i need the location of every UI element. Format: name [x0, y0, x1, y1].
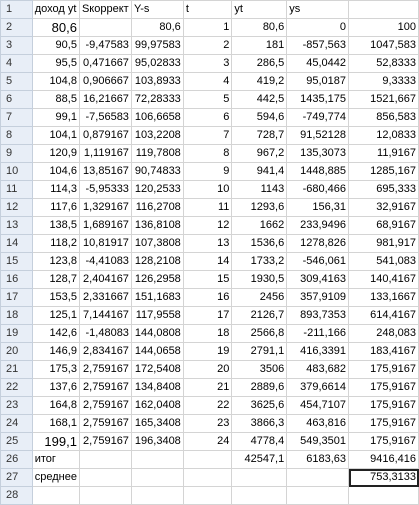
cell[interactable]: 164,8: [32, 397, 79, 415]
row-header[interactable]: 9: [1, 145, 33, 163]
cell[interactable]: 181: [232, 37, 287, 55]
cell[interactable]: 11,9167: [349, 145, 419, 163]
cell[interactable]: 454,7107: [287, 397, 349, 415]
table-row: [1, 343, 419, 361]
cell[interactable]: 8: [183, 145, 232, 163]
table-row: [1, 163, 419, 181]
cell[interactable]: 1285,167: [349, 163, 419, 181]
row-header[interactable]: 1: [1, 1, 33, 19]
cell[interactable]: 2,331667: [79, 289, 131, 307]
cell[interactable]: [79, 19, 131, 37]
table-row: [1, 109, 419, 127]
cell[interactable]: 1,689167: [79, 217, 131, 235]
cell[interactable]: [79, 487, 131, 505]
cell[interactable]: 981,917: [349, 235, 419, 253]
cell[interactable]: [131, 487, 183, 505]
cell[interactable]: 133,1667: [349, 289, 419, 307]
cell[interactable]: 1733,2: [232, 253, 287, 271]
cell[interactable]: [183, 469, 232, 487]
cell[interactable]: 357,9109: [287, 289, 349, 307]
table-row: [1, 325, 419, 343]
cell[interactable]: 144,0658: [131, 343, 183, 361]
table-row: [1, 397, 419, 415]
cell[interactable]: [79, 469, 131, 487]
row-header[interactable]: 19: [1, 325, 33, 343]
cell[interactable]: 419,2: [232, 73, 287, 91]
cell[interactable]: 1143: [232, 181, 287, 199]
cell[interactable]: 120,2533: [131, 181, 183, 199]
cell[interactable]: yt: [232, 1, 287, 19]
cell[interactable]: 116,2708: [131, 199, 183, 217]
cell[interactable]: 117,9558: [131, 307, 183, 325]
cell[interactable]: 175,9167: [349, 361, 419, 379]
cell[interactable]: 6: [183, 109, 232, 127]
cell[interactable]: 146,9: [32, 343, 79, 361]
cell[interactable]: 175,9167: [349, 433, 419, 451]
cell[interactable]: [349, 487, 419, 505]
cell[interactable]: Y-s: [131, 1, 183, 19]
cell[interactable]: 10,81917: [79, 235, 131, 253]
cell[interactable]: 16: [183, 289, 232, 307]
cell[interactable]: 483,682: [287, 361, 349, 379]
cell[interactable]: 14: [183, 253, 232, 271]
cell[interactable]: 72,28333: [131, 91, 183, 109]
cell[interactable]: 9,3333: [349, 73, 419, 91]
cell[interactable]: 123,8: [32, 253, 79, 271]
cell[interactable]: 162,0408: [131, 397, 183, 415]
cell[interactable]: -211,166: [287, 325, 349, 343]
cell[interactable]: 1,329167: [79, 199, 131, 217]
cell[interactable]: -749,774: [287, 109, 349, 127]
row-header[interactable]: 17: [1, 289, 33, 307]
table-row: [1, 181, 419, 199]
cell[interactable]: 2889,6: [232, 379, 287, 397]
cell[interactable]: [232, 469, 287, 487]
row-header[interactable]: 11: [1, 181, 33, 199]
cell[interactable]: 11: [183, 199, 232, 217]
cell[interactable]: 2,759167: [79, 415, 131, 433]
cell[interactable]: 175,9167: [349, 397, 419, 415]
cell[interactable]: 2,404167: [79, 271, 131, 289]
cell[interactable]: 2791,1: [232, 343, 287, 361]
cell[interactable]: 12: [183, 217, 232, 235]
table-row: [1, 55, 419, 73]
table-row: [1, 235, 419, 253]
cell[interactable]: 416,3391: [287, 343, 349, 361]
cell[interactable]: 20: [183, 361, 232, 379]
cell[interactable]: 104,1: [32, 127, 79, 145]
cell[interactable]: 90,5: [32, 37, 79, 55]
cell[interactable]: 7,144167: [79, 307, 131, 325]
cell[interactable]: 16,21667: [79, 91, 131, 109]
cell[interactable]: [131, 451, 183, 469]
cell[interactable]: 68,9167: [349, 217, 419, 235]
cell[interactable]: 104,6: [32, 163, 79, 181]
cell[interactable]: 32,9167: [349, 199, 419, 217]
cell[interactable]: [287, 469, 349, 487]
cell[interactable]: 442,5: [232, 91, 287, 109]
row-header[interactable]: 2: [1, 19, 33, 37]
cell[interactable]: 95,0187: [287, 73, 349, 91]
cell[interactable]: 153,5: [32, 289, 79, 307]
cell[interactable]: среднее: [32, 469, 79, 487]
cell[interactable]: 142,6: [32, 325, 79, 343]
cell[interactable]: -546,061: [287, 253, 349, 271]
cell[interactable]: 19: [183, 343, 232, 361]
row-header[interactable]: 24: [1, 415, 33, 433]
cell[interactable]: 12,0833: [349, 127, 419, 145]
cell[interactable]: 91,52128: [287, 127, 349, 145]
cell[interactable]: -5,95333: [79, 181, 131, 199]
row-header[interactable]: 16: [1, 271, 33, 289]
cell[interactable]: 3625,6: [232, 397, 287, 415]
cell[interactable]: 23: [183, 415, 232, 433]
cell[interactable]: 100: [349, 19, 419, 37]
cell[interactable]: 90,74833: [131, 163, 183, 181]
cell[interactable]: 0,879167: [79, 127, 131, 145]
cell[interactable]: 24: [183, 433, 232, 451]
cell[interactable]: 156,31: [287, 199, 349, 217]
cell[interactable]: 175,9167: [349, 415, 419, 433]
cell[interactable]: 42547,1: [232, 451, 287, 469]
cell[interactable]: 2,759167: [79, 379, 131, 397]
table-row: [1, 307, 419, 325]
cell[interactable]: 10: [183, 181, 232, 199]
row-header[interactable]: 15: [1, 253, 33, 271]
table-row: [1, 379, 419, 397]
cell[interactable]: 2,759167: [79, 397, 131, 415]
table-row: [1, 253, 419, 271]
cell[interactable]: 248,083: [349, 325, 419, 343]
cell[interactable]: доход yt: [32, 1, 79, 19]
cell[interactable]: 120,9: [32, 145, 79, 163]
row-header[interactable]: 26: [1, 451, 33, 469]
cell[interactable]: 22: [183, 397, 232, 415]
cell[interactable]: -1,48083: [79, 325, 131, 343]
cell[interactable]: [131, 469, 183, 487]
table-row: [1, 199, 419, 217]
row-header[interactable]: 22: [1, 379, 33, 397]
row-header[interactable]: 4: [1, 55, 33, 73]
cell[interactable]: t: [183, 1, 232, 19]
cell[interactable]: 9416,416: [349, 451, 419, 469]
cell[interactable]: 52,8333: [349, 55, 419, 73]
cell[interactable]: 13,85167: [79, 163, 131, 181]
cell[interactable]: 140,4167: [349, 271, 419, 289]
cell[interactable]: 99,1: [32, 109, 79, 127]
cell[interactable]: -680,466: [287, 181, 349, 199]
row-header[interactable]: 5: [1, 73, 33, 91]
cell[interactable]: 1930,5: [232, 271, 287, 289]
cell[interactable]: 2566,8: [232, 325, 287, 343]
row-header[interactable]: 28: [1, 487, 33, 505]
cell[interactable]: 967,2: [232, 145, 287, 163]
cell[interactable]: Sкоррект: [79, 1, 131, 19]
cell[interactable]: [287, 487, 349, 505]
row-header[interactable]: 21: [1, 361, 33, 379]
cell[interactable]: 1278,826: [287, 235, 349, 253]
cell[interactable]: [349, 1, 419, 19]
cell[interactable]: 0,471667: [79, 55, 131, 73]
cell[interactable]: 175,9167: [349, 379, 419, 397]
cell[interactable]: 88,5: [32, 91, 79, 109]
table-row: [1, 289, 419, 307]
cell[interactable]: 99,97583: [131, 37, 183, 55]
cell[interactable]: ys: [287, 1, 349, 19]
cell[interactable]: 118,2: [32, 235, 79, 253]
table-row: [1, 415, 419, 433]
cell[interactable]: 1293,6: [232, 199, 287, 217]
cell[interactable]: 309,4163: [287, 271, 349, 289]
cell[interactable]: 80,6: [131, 19, 183, 37]
cell[interactable]: 18: [183, 325, 232, 343]
cell[interactable]: 80,6: [32, 19, 79, 37]
cell[interactable]: 119,7808: [131, 145, 183, 163]
cell[interactable]: 175,3: [32, 361, 79, 379]
cell[interactable]: 128,7: [32, 271, 79, 289]
cell[interactable]: 1536,6: [232, 235, 287, 253]
row-header[interactable]: 8: [1, 127, 33, 145]
cell[interactable]: -7,56583: [79, 109, 131, 127]
cell[interactable]: 1: [183, 19, 232, 37]
table-row: [1, 73, 419, 91]
cell[interactable]: 125,1: [32, 307, 79, 325]
row-header[interactable]: 18: [1, 307, 33, 325]
table-row: [1, 127, 419, 145]
table-row: [1, 433, 419, 451]
cell[interactable]: итог: [32, 451, 79, 469]
cell[interactable]: 128,2108: [131, 253, 183, 271]
cell[interactable]: 95,5: [32, 55, 79, 73]
cell[interactable]: 5: [183, 91, 232, 109]
cell[interactable]: 13: [183, 235, 232, 253]
cell[interactable]: 103,8933: [131, 73, 183, 91]
cell[interactable]: [232, 487, 287, 505]
cell[interactable]: 2126,7: [232, 307, 287, 325]
cell[interactable]: 103,2208: [131, 127, 183, 145]
cell[interactable]: 286,5: [232, 55, 287, 73]
row-header[interactable]: 12: [1, 199, 33, 217]
cell[interactable]: 134,8408: [131, 379, 183, 397]
cell[interactable]: 1435,175: [287, 91, 349, 109]
cell[interactable]: 2: [183, 37, 232, 55]
table-row: [1, 37, 419, 55]
cell[interactable]: 2,834167: [79, 343, 131, 361]
cell[interactable]: 1521,667: [349, 91, 419, 109]
row-header[interactable]: 3: [1, 37, 33, 55]
cell[interactable]: 753,3133: [349, 469, 419, 487]
cell[interactable]: 379,6614: [287, 379, 349, 397]
cell[interactable]: 6183,63: [287, 451, 349, 469]
table-row: [1, 271, 419, 289]
cell[interactable]: 695,333: [349, 181, 419, 199]
cell[interactable]: 199,1: [32, 433, 79, 451]
row-header[interactable]: 13: [1, 217, 33, 235]
cell[interactable]: 138,5: [32, 217, 79, 235]
cell[interactable]: 2,759167: [79, 361, 131, 379]
cell[interactable]: 104,8: [32, 73, 79, 91]
cell[interactable]: 107,3808: [131, 235, 183, 253]
cell[interactable]: 614,4167: [349, 307, 419, 325]
cell[interactable]: [32, 487, 79, 505]
cell[interactable]: 541,083: [349, 253, 419, 271]
cell[interactable]: 1662: [232, 217, 287, 235]
cell[interactable]: 233,9496: [287, 217, 349, 235]
cell[interactable]: 2,759167: [79, 433, 131, 451]
cell[interactable]: 21: [183, 379, 232, 397]
row-header[interactable]: 6: [1, 91, 33, 109]
cell[interactable]: [183, 487, 232, 505]
cell[interactable]: 893,7353: [287, 307, 349, 325]
cell[interactable]: 183,4167: [349, 343, 419, 361]
cell[interactable]: 144,0808: [131, 325, 183, 343]
row-header[interactable]: 25: [1, 433, 33, 451]
cell[interactable]: 151,1683: [131, 289, 183, 307]
cell[interactable]: 0: [287, 19, 349, 37]
table-row: [1, 469, 419, 487]
row-header[interactable]: 23: [1, 397, 33, 415]
row-header[interactable]: 20: [1, 343, 33, 361]
cell[interactable]: 114,3: [32, 181, 79, 199]
cell[interactable]: 45,0442: [287, 55, 349, 73]
cell[interactable]: 856,583: [349, 109, 419, 127]
cell[interactable]: 4: [183, 73, 232, 91]
cell[interactable]: 463,816: [287, 415, 349, 433]
cell[interactable]: [79, 451, 131, 469]
row-header[interactable]: 10: [1, 163, 33, 181]
cell[interactable]: 1047,583: [349, 37, 419, 55]
cell[interactable]: 2456: [232, 289, 287, 307]
cell[interactable]: 1,119167: [79, 145, 131, 163]
cell[interactable]: 594,6: [232, 109, 287, 127]
cell[interactable]: 549,3501: [287, 433, 349, 451]
cell[interactable]: 0,906667: [79, 73, 131, 91]
cell[interactable]: 117,6: [32, 199, 79, 217]
cell[interactable]: 80,6: [232, 19, 287, 37]
cell[interactable]: 172,5408: [131, 361, 183, 379]
cell[interactable]: 135,3073: [287, 145, 349, 163]
cell[interactable]: 941,4: [232, 163, 287, 181]
cell[interactable]: 136,8108: [131, 217, 183, 235]
cell[interactable]: 165,3408: [131, 415, 183, 433]
row-header[interactable]: 27: [1, 469, 33, 487]
cell[interactable]: 15: [183, 271, 232, 289]
table-row: [1, 361, 419, 379]
table-row: [1, 1, 419, 19]
cell[interactable]: 4778,4: [232, 433, 287, 451]
cell[interactable]: 3: [183, 55, 232, 73]
cell[interactable]: [183, 451, 232, 469]
table-row: [1, 217, 419, 235]
table-row: [1, 91, 419, 109]
cell[interactable]: 728,7: [232, 127, 287, 145]
table-row: [1, 487, 419, 505]
cell[interactable]: 3866,3: [232, 415, 287, 433]
cell[interactable]: -4,41083: [79, 253, 131, 271]
cell[interactable]: 168,1: [32, 415, 79, 433]
cell[interactable]: -857,563: [287, 37, 349, 55]
row-header[interactable]: 14: [1, 235, 33, 253]
table-row: [1, 451, 419, 469]
cell[interactable]: 1448,885: [287, 163, 349, 181]
cell[interactable]: 196,3408: [131, 433, 183, 451]
cell[interactable]: 137,6: [32, 379, 79, 397]
row-header[interactable]: 7: [1, 109, 33, 127]
cell[interactable]: 95,02833: [131, 55, 183, 73]
cell[interactable]: -9,47583: [79, 37, 131, 55]
table-row: [1, 145, 419, 163]
cell[interactable]: 7: [183, 127, 232, 145]
cell[interactable]: 106,6658: [131, 109, 183, 127]
cell[interactable]: 17: [183, 307, 232, 325]
table-row: [1, 19, 419, 37]
cell[interactable]: 3506: [232, 361, 287, 379]
cell[interactable]: 9: [183, 163, 232, 181]
cell[interactable]: 126,2958: [131, 271, 183, 289]
